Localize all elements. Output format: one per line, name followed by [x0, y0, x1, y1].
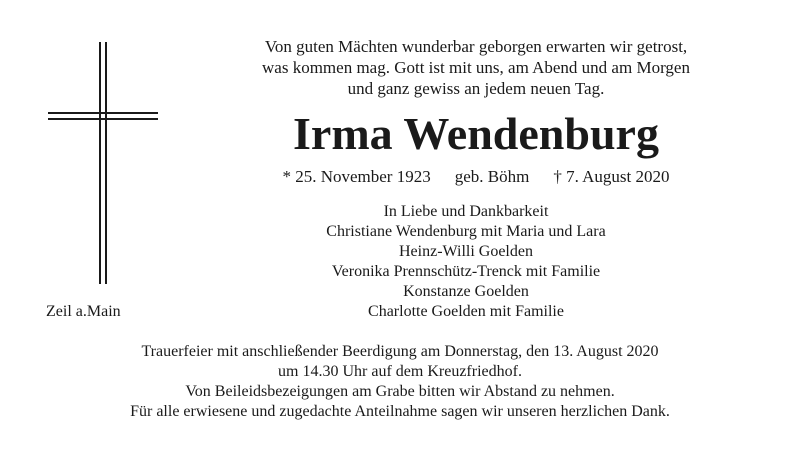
place-name: Zeil a.Main [46, 303, 121, 320]
latin-cross-icon [46, 40, 160, 286]
birth-date: * 25. November 1923 [282, 167, 431, 186]
maiden-name: geb. Böhm [454, 167, 530, 186]
funeral-line: um 14.30 Uhr auf dem Kreuzfriedhof. [278, 363, 522, 380]
mourners-list [236, 202, 696, 322]
funeral-line: Trauerfeier mit anschließender Beerdigung am Donnerstag, den 13. August 2020 [141, 343, 659, 360]
verse-line: und ganz gewiss an jedem neuen Tag. [347, 79, 605, 98]
thanks-line: Für alle erwiesene und zugedachte Anteilnahme sagen wir unseren herzlichen Dank. [130, 403, 670, 420]
verse-quote [196, 36, 756, 99]
mourner-line: Charlotte Goelden mit Familie [368, 303, 564, 320]
condolence-request: Von Beileidsbezeigungen am Grabe bitten wir Abstand zu nehmen. [185, 383, 615, 400]
funeral-info [20, 342, 780, 422]
verse-line: Von guten Mächten wunderbar geborgen erwarten wir getrost, [264, 37, 688, 56]
mourner-line: Veronika Prennschütz-Trenck mit Familie [331, 263, 601, 280]
mourner-line: Heinz-Willi Goelden [399, 243, 533, 260]
deceased-name: Irma Wendenburg [293, 108, 659, 159]
life-dates [196, 166, 756, 188]
death-date: † 7. August 2020 [553, 167, 670, 186]
mourner-line: Konstanze Goelden [403, 283, 529, 300]
mourners-intro: In Liebe und Dankbarkeit [383, 203, 549, 220]
mourner-line: Christiane Wendenburg mit Maria und Lara [326, 223, 606, 240]
verse-line: was kommen mag. Gott ist mit uns, am Abend und am Morgen [262, 58, 690, 77]
